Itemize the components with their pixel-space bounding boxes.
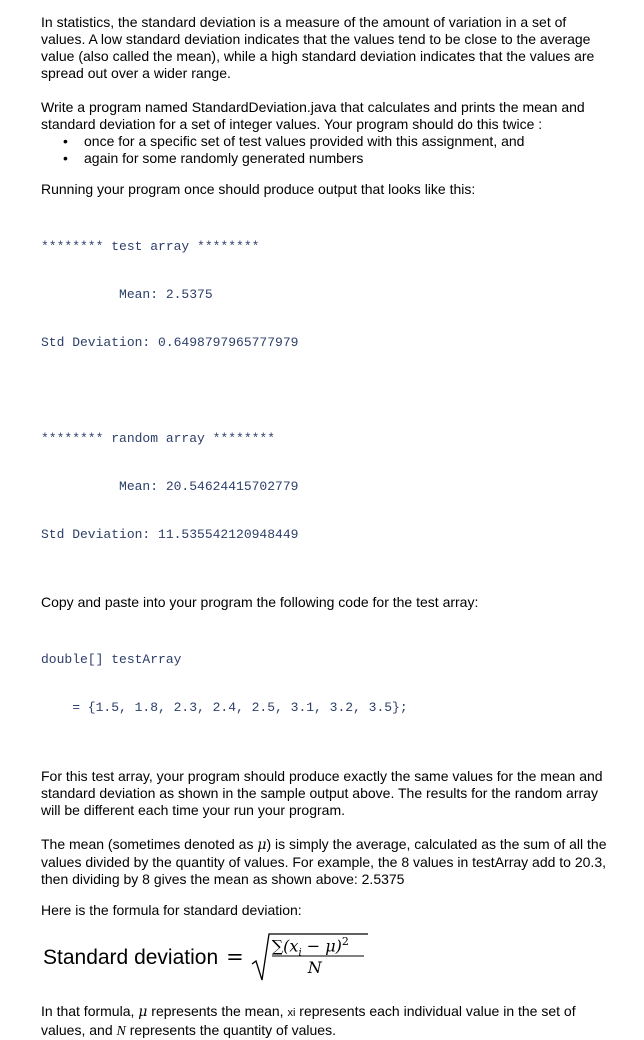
code-line (41, 383, 611, 399)
test-array-code (41, 620, 611, 748)
xi-symbol: xi (287, 1007, 296, 1019)
document-body (41, 14, 611, 1040)
formula-intro: Here is the formula for standard deviation: (41, 902, 302, 918)
mu-symbol: μ (257, 837, 267, 853)
sample-output-block (41, 207, 611, 575)
code-line: ******** test array ******** (41, 239, 260, 254)
bullet-icon: • (63, 133, 68, 149)
formula-denominator: N (307, 958, 322, 977)
formula-numerator: $\sum(x_i - \mu)^2$ (271, 935, 349, 959)
test-note-paragraph: For this test array, your program should produce exactly the same values for the mean and standard deviation as shown in the sample output above. The results for the random array will be different each time your run your program. (41, 768, 603, 818)
equals-sign: = (226, 944, 244, 969)
list-item: • again for some randomly generated numbers (63, 150, 364, 166)
intro-paragraph: In statistics, the standard deviation is a measure of the amount of variation in a set of values. A low standard deviation indicates that the values tend to be close to the average value (also called the mean), while a high standard deviation indicates that the values are spread out over a wider range. (41, 14, 595, 81)
task-paragraph: Write a program named StandardDeviation.java that calculates and prints the mean and standard deviation for a set of integer values. Your program should do this twice : (41, 99, 585, 132)
formula-label: Standard deviation (43, 945, 219, 969)
running-intro: Running your program once should produce output that looks like this: (41, 181, 476, 197)
copy-intro: Copy and paste into your program the following code for the test array: (41, 594, 479, 610)
code-line: ******** random array ******** (41, 431, 276, 446)
code-line: Std Deviation: 11.535542120948449 (41, 527, 299, 542)
code-line: Std Deviation: 0.6498797965777979 (41, 335, 299, 350)
bullet-icon: • (63, 150, 68, 166)
task-bullet-list (41, 133, 611, 167)
square-root (250, 931, 370, 983)
code-line: double[] testArray (41, 652, 182, 667)
code-line: = {1.5, 1.8, 2.3, 2.4, 2.5, 3.1, 3.2, 3.5}; (41, 700, 408, 715)
mean-paragraph: The mean (sometimes denoted as μ) is simply the average, calculated as the sum of all the values divided by the quantity of values. For example, the 8 values in testArray add to 20.3, then dividing by 8 gives the mean as shown above: 2.5375 (41, 836, 607, 887)
closing-paragraph: In that formula, μ represents the mean, xi represents each individual value in the set of values, and N represents the quantity of values. (41, 1003, 576, 1039)
list-item: • once for a specific set of test values provided with this assignment, and (63, 133, 525, 149)
n-symbol: N (116, 1024, 126, 1039)
code-line: Mean: 20.54624415702779 (41, 479, 299, 494)
mu-symbol: μ (138, 1004, 148, 1020)
std-dev-formula (43, 929, 611, 985)
code-line: Mean: 2.5375 (41, 287, 213, 302)
